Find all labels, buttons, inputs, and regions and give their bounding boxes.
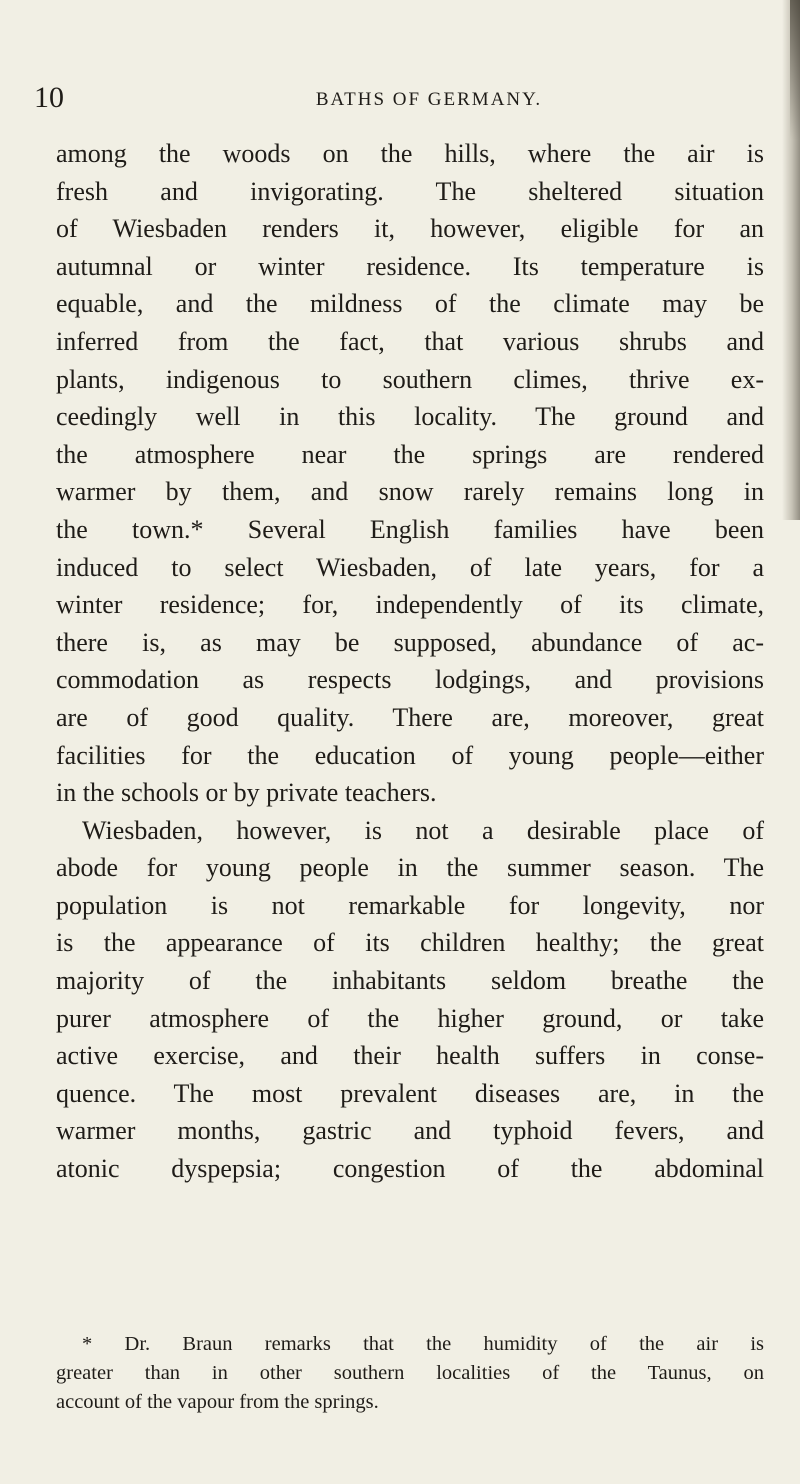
- text-line: winter residence; for, independently of its climate,: [56, 590, 764, 620]
- text-line: atonic dyspepsia; congestion of the abdominal: [56, 1154, 764, 1184]
- text-line: the town.* Several English families have been: [56, 514, 764, 544]
- text-line: of Wiesbaden renders it, however, eligible for an: [56, 214, 764, 244]
- text-line: commodation as respects lodgings, and provisions: [56, 665, 764, 695]
- text-line: ceedingly well in this locality. The ground and: [56, 402, 764, 432]
- text-line: among the woods on the hills, where the air is: [56, 139, 764, 168]
- text-line: warmer months, gastric and typhoid fevers, and: [56, 1116, 764, 1146]
- text-line: plants, indigenous to southern climes, thrive ex-: [56, 364, 764, 394]
- page-number: 10: [34, 81, 64, 114]
- running-title: BATHS OF GERMANY.: [315, 89, 543, 110]
- text-line: purer atmosphere of the higher ground, or take: [56, 1003, 764, 1033]
- footnote-line: * Dr. Braun remarks that the humidity of the air is: [82, 1333, 764, 1355]
- text-line: facilities for the education of young people—either: [56, 740, 764, 770]
- footnote: [56, 1330, 764, 1417]
- body-text: [56, 135, 764, 1188]
- text-line: Wiesbaden, however, is not a desirable place of: [82, 815, 764, 845]
- text-line: active exercise, and their health suffers in conse-: [56, 1041, 764, 1071]
- text-line: in the schools or by private teachers.: [56, 778, 437, 808]
- text-line: warmer by them, and snow rarely remains long in: [56, 477, 764, 507]
- running-head: [34, 80, 764, 120]
- text-line: fresh and invigorating. The sheltered situation: [56, 176, 764, 206]
- footnote-line: greater than in other southern localities of the Taunus, on: [56, 1362, 764, 1384]
- text-line: majority of the inhabitants seldom breathe the: [56, 966, 764, 996]
- text-line: abode for young people in the summer season. The: [56, 853, 764, 883]
- text-line: quence. The most prevalent diseases are, in the: [56, 1078, 764, 1108]
- text-line: inferred from the fact, that various shrubs and: [56, 326, 764, 356]
- footnote-line: account of the vapour from the springs.: [56, 1391, 379, 1413]
- text-line: autumnal or winter residence. Its temperature is: [56, 251, 764, 281]
- page-corner-shadow: [790, 0, 800, 140]
- text-line: induced to select Wiesbaden, of late years, for a: [56, 552, 764, 582]
- text-line: equable, and the mildness of the climate may be: [56, 289, 764, 319]
- text-line: are of good quality. There are, moreover, great: [56, 702, 764, 732]
- text-line: is the appearance of its children healthy; the great: [56, 928, 764, 958]
- text-line: population is not remarkable for longevity, nor: [56, 890, 764, 920]
- text-line: there is, as may be supposed, abundance of ac-: [56, 627, 764, 657]
- text-line: the atmosphere near the springs are rendered: [56, 439, 764, 469]
